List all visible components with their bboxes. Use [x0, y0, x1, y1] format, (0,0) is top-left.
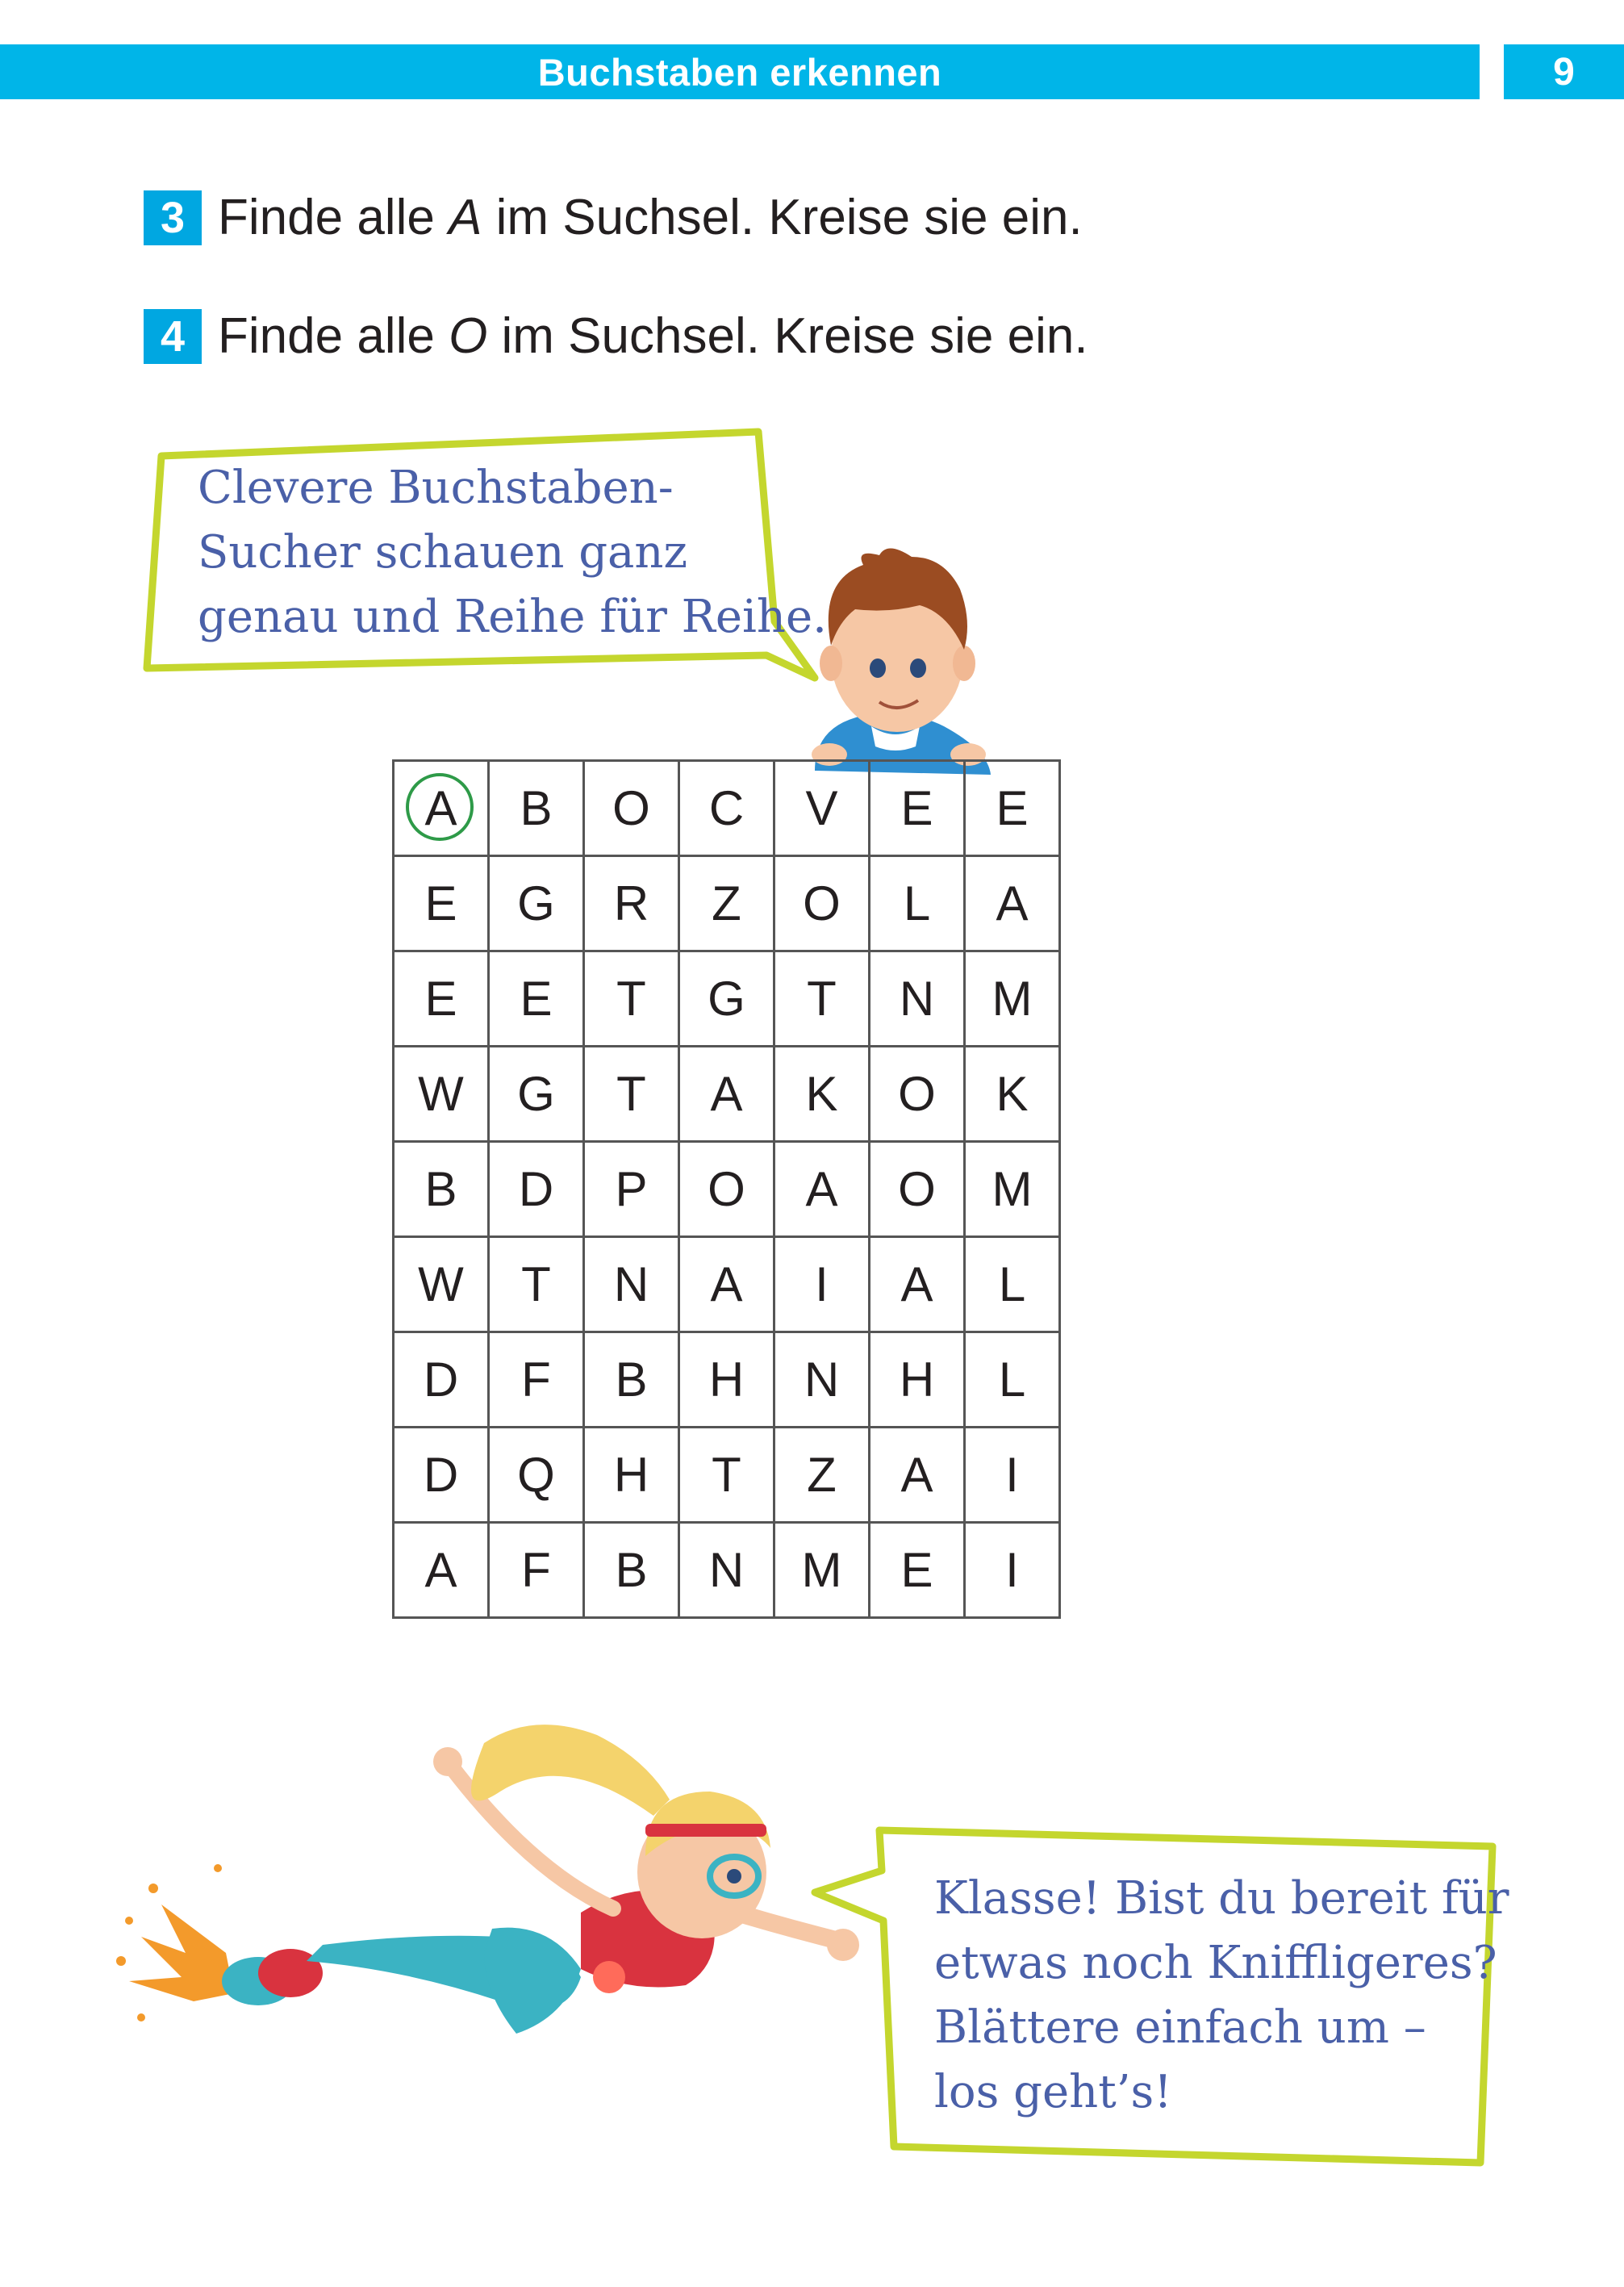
speech-line: Sucher schauen ganz	[198, 526, 688, 579]
grid-cell[interactable]: A	[966, 857, 1061, 952]
grid-cell[interactable]: E	[395, 952, 490, 1047]
grid-cell[interactable]: F	[490, 1524, 585, 1619]
grid-cell[interactable]: D	[395, 1428, 490, 1524]
grid-cell[interactable]: T	[585, 952, 680, 1047]
page-number: 9	[1553, 50, 1575, 94]
grid-cell[interactable]: B	[395, 1143, 490, 1238]
grid-cell[interactable]: A	[775, 1143, 870, 1238]
grid-cell[interactable]: O	[870, 1047, 966, 1143]
grid-cell[interactable]: W	[395, 1047, 490, 1143]
grid-cell[interactable]: O	[585, 762, 680, 857]
grid-cell[interactable]: C	[680, 762, 775, 857]
grid-cell[interactable]: R	[585, 857, 680, 952]
grid-cell[interactable]: A	[680, 1238, 775, 1333]
grid-cell[interactable]: N	[585, 1238, 680, 1333]
grid-cell[interactable]: B	[585, 1333, 680, 1428]
grid-cell[interactable]: M	[966, 1143, 1061, 1238]
grid-cell[interactable]: N	[775, 1333, 870, 1428]
grid-cell[interactable]: T	[490, 1238, 585, 1333]
girl-character	[116, 1725, 859, 2034]
grid-cell[interactable]: L	[966, 1238, 1061, 1333]
grid-cell[interactable]: V	[775, 762, 870, 857]
grid-cell[interactable]: E	[870, 1524, 966, 1619]
grid-cell[interactable]: F	[490, 1333, 585, 1428]
grid-cell-circled-example[interactable]: A	[395, 762, 490, 857]
boy-character	[812, 548, 991, 775]
grid-cell[interactable]: O	[870, 1143, 966, 1238]
grid-cell[interactable]: T	[775, 952, 870, 1047]
grid-cell[interactable]: P	[585, 1143, 680, 1238]
grid-cell[interactable]: W	[395, 1238, 490, 1333]
grid-cell[interactable]: B	[585, 1524, 680, 1619]
grid-cell[interactable]: T	[585, 1047, 680, 1143]
grid-cell[interactable]: M	[775, 1524, 870, 1619]
grid-cell[interactable]: D	[395, 1333, 490, 1428]
grid-cell[interactable]: Q	[490, 1428, 585, 1524]
grid-cell[interactable]: H	[585, 1428, 680, 1524]
grid-cell[interactable]: E	[395, 857, 490, 952]
grid-cell[interactable]: E	[490, 952, 585, 1047]
grid-cell[interactable]: H	[680, 1333, 775, 1428]
grid-cell[interactable]: E	[966, 762, 1061, 857]
grid-cell[interactable]: N	[680, 1524, 775, 1619]
task-instruction: Finde alle A im Suchsel. Kreise sie ein.	[218, 190, 1083, 245]
speech-text-girl	[934, 1867, 1509, 2125]
grid-cell[interactable]: L	[966, 1333, 1061, 1428]
grid-cell[interactable]: H	[870, 1333, 966, 1428]
grid-cell[interactable]: I	[966, 1428, 1061, 1524]
grid-cell[interactable]: G	[490, 857, 585, 952]
grid-cell[interactable]: E	[870, 762, 966, 857]
grid-cell[interactable]: K	[775, 1047, 870, 1143]
speech-line: los geht’s!	[934, 2066, 1172, 2118]
grid-cell[interactable]: O	[680, 1143, 775, 1238]
grid-cell[interactable]: K	[966, 1047, 1061, 1143]
grid-cell[interactable]: A	[870, 1428, 966, 1524]
speech-line: Klasse! Bist du bereit für	[934, 1872, 1509, 1925]
task-number-badge: 3	[144, 190, 202, 245]
speech-line: etwas noch Kniffligeres?	[934, 1937, 1497, 1989]
grid-cell[interactable]: T	[680, 1428, 775, 1524]
grid-cell[interactable]: A	[870, 1238, 966, 1333]
word-search-grid	[392, 759, 1061, 1619]
speech-text-boy	[198, 456, 827, 650]
grid-cell[interactable]: G	[490, 1047, 585, 1143]
speech-line: genau und Reihe für Reihe.	[198, 591, 827, 643]
grid-cell[interactable]: Z	[775, 1428, 870, 1524]
speech-line: Blättere einfach um –	[934, 2001, 1426, 2054]
grid-cell[interactable]: D	[490, 1143, 585, 1238]
speech-line: Clevere Buchstaben-	[198, 462, 674, 514]
grid-cell[interactable]: N	[870, 952, 966, 1047]
task-number-badge: 4	[144, 309, 202, 364]
grid-cell[interactable]: Z	[680, 857, 775, 952]
grid-cell[interactable]: A	[680, 1047, 775, 1143]
grid-cell[interactable]: B	[490, 762, 585, 857]
grid-cell[interactable]: M	[966, 952, 1061, 1047]
grid-cell[interactable]: G	[680, 952, 775, 1047]
grid-cell[interactable]: I	[966, 1524, 1061, 1619]
grid-cell[interactable]: L	[870, 857, 966, 952]
grid-cell[interactable]: O	[775, 857, 870, 952]
grid-cell[interactable]: A	[395, 1524, 490, 1619]
grid-cell[interactable]: I	[775, 1238, 870, 1333]
page-title: Buchstaben erkennen	[537, 50, 942, 94]
task-instruction: Finde alle O im Suchsel. Kreise sie ein.	[218, 308, 1088, 364]
